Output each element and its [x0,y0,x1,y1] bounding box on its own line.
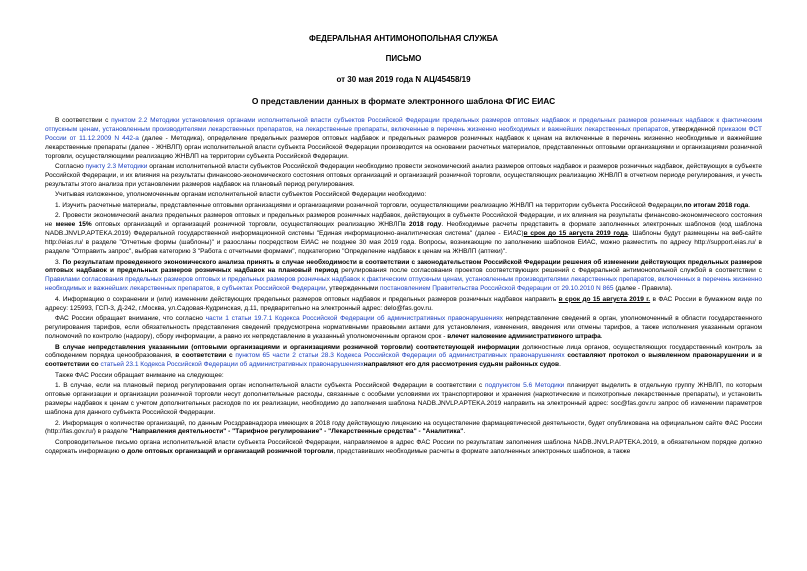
text: В соответствии с [55,117,112,124]
text: Учитывая изложенное, уполномоченным органам исполнительной власти субъектов Российской Федерации необходимо: [55,191,427,199]
bold-text: В случае непредставления указанными (оптовыми организациями и организациями розничной торговли) соответствующей информации [55,343,520,351]
koap-article-23-1-link[interactable]: статьей 23.1 Кодекса Российской Федерации об административных правонарушениях [100,361,364,369]
text: Сопроводительное письмо органа исполнительной власти субъекта Российской Федерации, направляемое в адрес ФАС России по результатам заполнения шаблона NADB.JNVLP.APTEKA.2019, в обязательном порядке должно содержать информацию [45,438,762,455]
methodology-clause-5-6-link[interactable]: подпунктом 5.6 Методики [484,382,565,390]
text: . [559,361,561,369]
bold-text: составляют протокол о выявленном правонарушении и в соответствии со [45,352,762,369]
paragraph-10 [45,372,762,381]
document-type: ПИСЬМО [385,54,422,63]
text: . Шаблоны будут размещены на веб-сайте http://eias.ru/ в разделе "Отчетные формы (шаблоны)" и разосланы посредством ЕИАС не позднее 30 мая 2019 года. Вопросы, возникающие по заполнению шаблонов ЕИАС, можно разместить по адресу http://support.eias.ru/ в разделе "Отправить запрос", выбрав категорию 3 "Работа с отчетными формами", подкатегорию "Определение надбавок к ценам на ЖНВЛП (аптеки)". [45,230,762,256]
text: 2. Информация о количестве организаций, по данным Росздравнадзора имеющих в 2018 году действующую лицензию на осуществление фармацевтической деятельности, будет опубликована на официальном сайте ФАС России (http://fas.gov.ru/) в разделе [45,419,762,436]
paragraph-6 [45,259,762,295]
text: 3. [55,258,63,266]
text: планирует выделить в отдельную группу ЖНВЛП, по которым оптовые организации и организации розничной торговли несут дополнительные расходы, связанные с особыми условиями их транспортировки и хранения (наркотические и психотропные лекарственные препараты), и установить размеры надбавок к ценам с учетом дополнительных расходов по их реализации, необходимо до заполнения шаблона NADB.JNVLP.APTEKA.2019 направить на электронный адрес: soc@fas.gov.ru запрос об изменении параметров шаблона для данного субъекта Российской Федерации. [45,382,762,417]
text: ФАС России обращает внимание, что согласно [55,315,206,323]
paragraph-9 [45,344,762,371]
text: , утвержденной [668,125,718,133]
methodology-clause-2-2-link[interactable]: пунктом 2.2 Методики установления органами исполнительной власти субъектов Российской Федерации предельных размеров оптовых надбавок и предельных размеров розничных надбавок к фактическим отпускным ценам, установленным производителями лекарственных препаратов, на лекарственные препараты, включенные в перечень жизненно необходимых и важнейших лекарственных препаратов [45,117,762,133]
paragraph-7 [45,296,762,314]
text: должностные лица органов, осуществляющих государственный контроль за соблюдением порядка ценообразования, [45,343,762,360]
deadline-text: в срок до 15 августа 2019 года [523,230,628,238]
koap-article-28-3-link[interactable]: пунктом 65 части 2 статьи 28.3 Кодекса Российской Федерации об административных правонарушениях [235,352,565,360]
text: непредставление сведений в орган, уполномоченный в области государственного регулирования тарифов, если обязательность представления сведений предусмотрена нормативными правовыми актами для установления, изменения, введения или отмены тарифов, а также исполнения указанным органом полномочий по контролю (надзору), сбору информации, а равно их непредставление в указанный уполномоченным органом срок - [45,315,762,340]
document-body [45,117,762,457]
bold-text: о доле оптовых организаций и организаций розничной торговли [121,447,334,455]
bold-text: 2018 году [409,221,442,229]
bold-text: По результатам проведенного экономического анализа принять в случае необходимости в соответствии с законодательством Российской Федерации решения об изменении действующих предельных размеров оптовых надбавок и предельных размеров розничных надбавок на плановый период [45,258,762,275]
text: , представивших необходимые расчеты в формате заполненных электронных шаблонов, а также [333,447,631,455]
bold-text: менее 15% [55,221,92,229]
government-decree-865-link[interactable]: постановлением Правительства Российской Федерации от 29.10.2010 N 865 [379,285,614,293]
text: в ФАС России в бумажном виде по адресу: 125993, ГСП-3, Д-242, г.Москва, ул.Садовая-Кудринская, д.11, предварительно на электронный адрес: delo@fas.gov.ru. [45,295,763,312]
koap-article-19-7-1-link[interactable]: части 1 статьи 19.7.1 Кодекса Российской Федерации об административных правонарушениях [205,315,503,323]
text: . [748,201,751,209]
deadline-text: в срок до 15 августа 2019 г. [558,295,651,303]
bold-text: по итогам 2018 года [683,201,749,209]
agency-heading: ФЕДЕРАЛЬНАЯ АНТИМОНОПОЛЬНАЯ СЛУЖБА [309,34,498,43]
text: оптовых организаций и организаций розничной торговли, осуществляющих реализацию ЖНВЛПв [91,221,410,229]
bold-text: влечет наложение административного штрафа [447,333,601,340]
text: регулирования после согласования проектов соответствующих решений с Федеральной антимонопольной службой в соответствии с [338,267,762,275]
paragraph-1 [45,117,762,162]
text: 4. Информацию о сохранении и (или) изменении действующих предельных размеров оптовых надбавок и предельных размеров розничных надбавок направить [55,295,559,303]
text: Также ФАС России обращает внимание на следующее: [55,371,224,379]
bold-text: "Направления деятельности" - "Тарифное регулирование" - "Лекарственные средства" - "Аналитика" [129,428,464,436]
text: Согласно [55,163,86,171]
paragraph-5 [45,212,762,257]
paragraph-12 [45,420,762,438]
bold-text: в соответствии с [175,352,233,360]
paragraph-11 [45,382,762,418]
text: . [463,428,466,436]
text: 2. Провести экономический анализ предельных размеров оптовых и предельных размеров розничных надбавок, действующих в субъекте Российской Федерации, и их влияния на результаты финансово-экономического состояния не [45,212,762,229]
approval-rules-link[interactable]: Правилами согласования предельных размеров оптовых и предельных размеров розничных надбавок к фактическим отпускным ценам, установленным производителями лекарственных препаратов, включенных в перечень жизненно необходимых и важнейших лекарственных препаратов, в субъектах Российской Федерации [45,276,762,293]
methodology-clause-2-3-link[interactable]: пункту 2.3 Методики [85,163,148,171]
document-date-number: от 30 мая 2019 года N АЦ/45458/19 [336,75,471,84]
text: . Необходимые расчеты представить в формате заполненных электронных шаблонов (код шаблона NADB.JNVLP.APTEKA.2019) Федеральной государственной информационной системы "Единая информационно-аналитическая система" (далее - ЕИАС) [45,221,762,238]
document-subject: О представлении данных в формате электронного шаблона ФГИС ЕИАС [251,96,556,106]
text: 1. В случае, если на плановый период регулирования орган исполнительной власти субъекта Российской Федерации в соответствии с [55,382,485,390]
text: (далее - Методика), определение предельных размеров оптовых надбавок и предельных размеров розничных надбавок к ценам на включенные в перечень жизненно необходимые и важнейшие лекарственные препараты (далее - ЖНВЛП) орган исполнительной власти субъекта Российской Федерации производится на основании расчетных материалов, представленных оптовыми организациями и организациями розничной торговли, осуществляющими реализацию ЖНВЛП на территории субъекта Российской Федерации. [45,134,762,160]
text: органам исполнительной власти субъектов Российской Федерации необходимо провести экономический анализ размеров оптовых надбавок и размеров розничных надбавок, действующих в субъекте Российской Федерации, и их влияния на результаты финансово-экономического состояния оптовых организаций и организаций розничной торговли, осуществляющих реализацию ЖНВЛП в отчетном периоде регулирования, и учесть результаты этого анализа при установлении размеров надбавок на плановый период регулирования. [45,163,762,188]
paragraph-3 [45,191,762,200]
text: (далее - Правила). [613,285,673,293]
paragraph-8 [45,315,762,342]
paragraph-4 [45,202,762,211]
text: 1. Изучить расчетные материалы, представленные оптовыми организациями и организациями розничной торговли, осуществляющими реализацию ЖНВЛП на территории субъекта Российской Федерации, [55,201,684,209]
fst-order-442a-link[interactable]: приказом ФСТ России от 11.12.2009 N 442-а [45,125,762,142]
paragraph-13 [45,439,762,457]
paragraph-2 [45,163,762,190]
text: . [600,333,603,340]
text: , утвержденными [325,285,380,293]
bold-text: направляют его для рассмотрения судьям районных судов [363,361,560,369]
